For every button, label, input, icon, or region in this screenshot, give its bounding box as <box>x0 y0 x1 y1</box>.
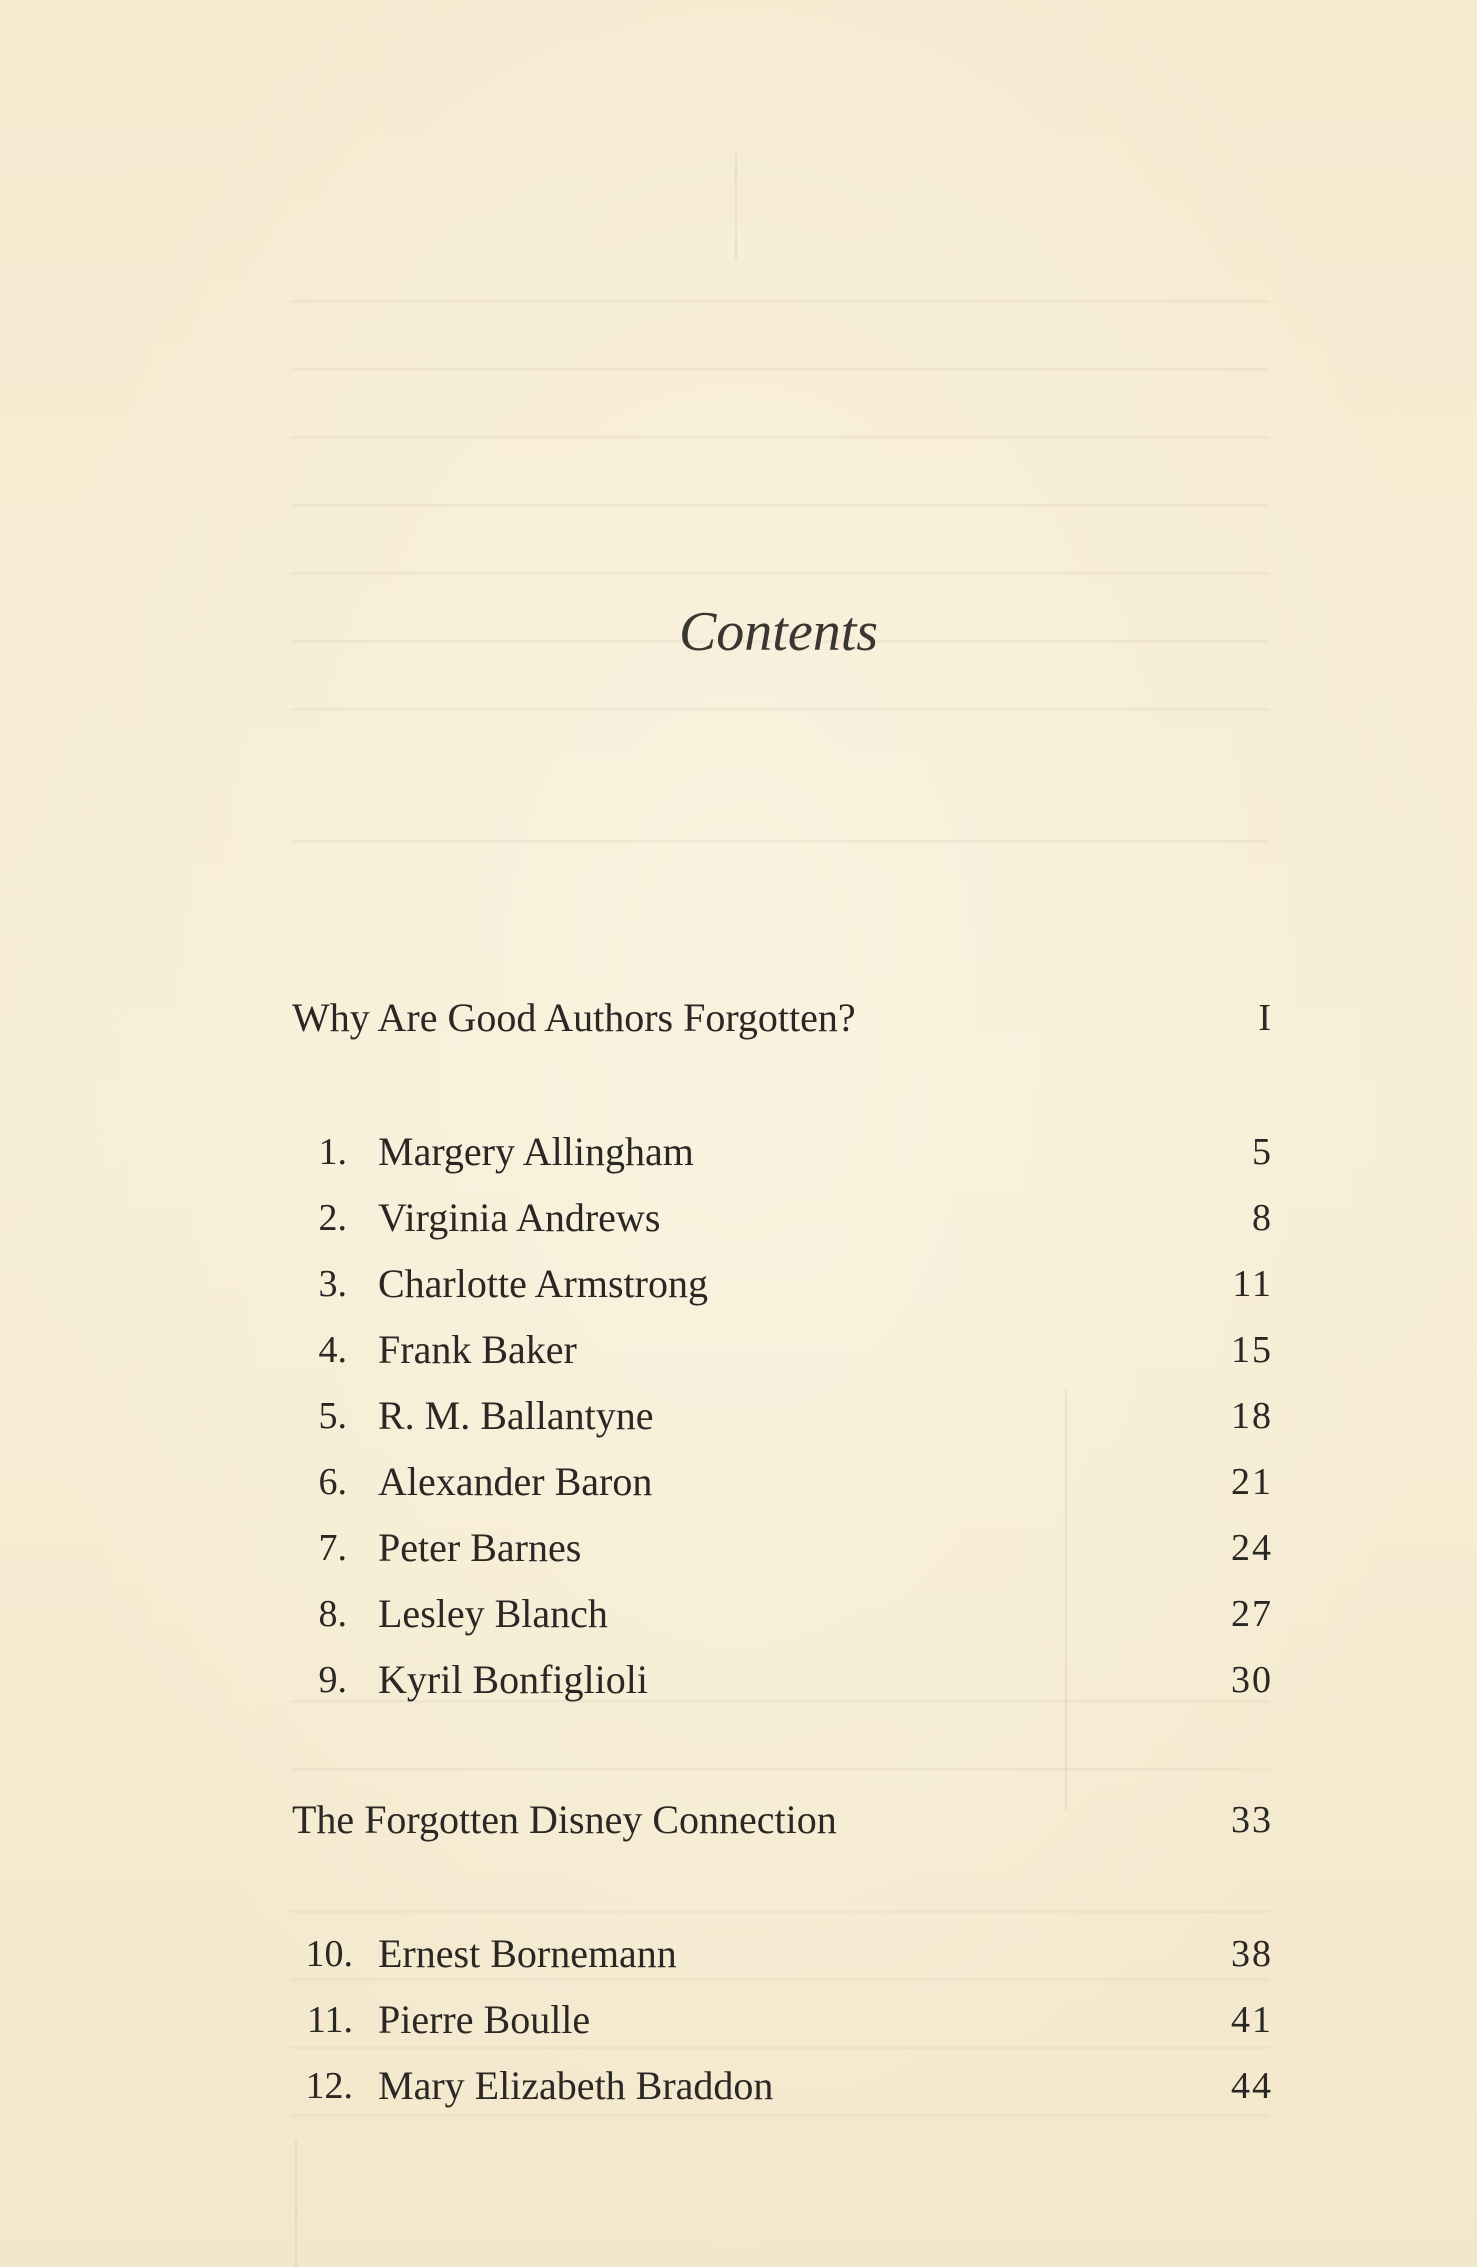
toc-entry-page: 24 <box>1231 1527 1273 1569</box>
toc-entry <box>0 1584 1477 1644</box>
toc-entry-number: 7. <box>318 1527 347 1569</box>
toc-entry-page: 41 <box>1231 1999 1273 2041</box>
toc-entry-page: 5 <box>1252 1131 1273 1173</box>
toc-entry-number: 9. <box>318 1659 347 1701</box>
toc-entry-page: 18 <box>1231 1395 1273 1437</box>
toc-entry-page: 27 <box>1231 1593 1273 1635</box>
toc-entry-number: 4. <box>318 1329 347 1371</box>
toc-entry-page: 11 <box>1232 1263 1273 1305</box>
toc-entry-label: Mary Elizabeth Braddon <box>378 2063 774 2108</box>
toc-entry-label: Lesley Blanch <box>378 1591 608 1636</box>
toc-entry-page: 44 <box>1231 2065 1273 2107</box>
toc-entry-label: Charlotte Armstrong <box>378 1261 708 1306</box>
toc-entry-page: 38 <box>1231 1933 1273 1975</box>
toc-entry-number: 10. <box>305 1933 353 1975</box>
toc-entry-label: Peter Barnes <box>378 1525 582 1570</box>
toc-entry <box>0 1452 1477 1512</box>
toc-entry-number: 1. <box>318 1131 347 1173</box>
toc-entry-label: Ernest Bornemann <box>378 1931 677 1976</box>
toc-entry <box>0 1518 1477 1578</box>
toc-entry-number: 12. <box>305 2065 353 2107</box>
toc-entry <box>0 1386 1477 1446</box>
toc-entry-page: 15 <box>1231 1329 1273 1371</box>
toc-entry-number: 5. <box>318 1395 347 1437</box>
page-title: Contents <box>678 601 879 663</box>
toc-entry-page: 8 <box>1252 1197 1273 1239</box>
toc-entry-label: Frank Baker <box>378 1327 577 1372</box>
toc-intro <box>0 988 1477 1048</box>
toc-entry-label: Virginia Andrews <box>378 1195 661 1240</box>
toc-entry-label: Kyril Bonfiglioli <box>378 1657 648 1702</box>
toc-entry <box>0 2056 1477 2116</box>
toc-entry-page: 21 <box>1231 1461 1273 1503</box>
toc-entry <box>0 1320 1477 1380</box>
toc-interlude-page: 33 <box>1231 1799 1273 1841</box>
toc-entry-number: 3. <box>318 1263 347 1305</box>
toc-entry-number: 2. <box>318 1197 347 1239</box>
toc-intro-page: I <box>1258 997 1273 1039</box>
toc-entry-number: 11. <box>306 1999 353 2041</box>
toc-entry-label: Margery Allingham <box>378 1129 694 1174</box>
toc-entry-number: 8. <box>318 1593 347 1635</box>
toc-entry-number: 6. <box>318 1461 347 1503</box>
toc-entry-label: Alexander Baron <box>378 1459 653 1504</box>
toc-interlude <box>0 1790 1477 1850</box>
toc-entry <box>0 1254 1477 1314</box>
toc-entry-page: 30 <box>1231 1659 1273 1701</box>
toc-entry <box>0 1122 1477 1182</box>
toc-entry <box>0 1924 1477 1984</box>
toc-entry-label: R. M. Ballantyne <box>378 1393 654 1438</box>
toc-entry <box>0 1990 1477 2050</box>
toc-intro-label: Why Are Good Authors Forgotten? <box>292 995 856 1040</box>
toc-interlude-label: The Forgotten Disney Connection <box>292 1797 837 1842</box>
toc-entry <box>0 1650 1477 1710</box>
toc-entry <box>0 1188 1477 1248</box>
toc-entry-label: Pierre Boulle <box>378 1997 591 2042</box>
